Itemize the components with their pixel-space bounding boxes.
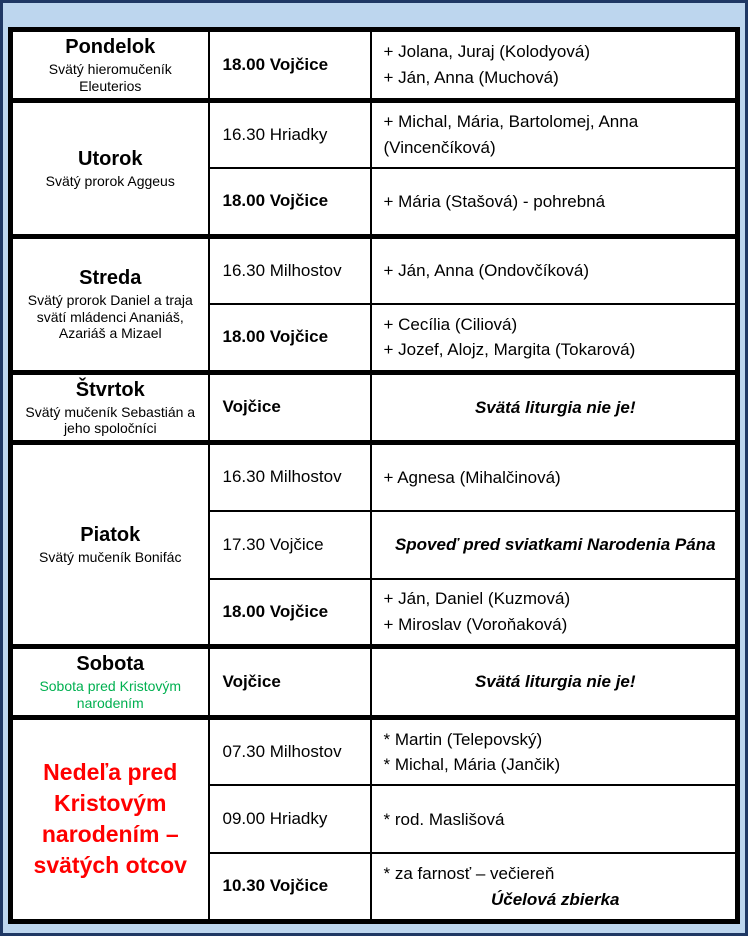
schedule-row [11,30,738,101]
intention-line: * Martin (Telepovský) [383,729,543,749]
intention-cell [371,443,738,511]
intention-line: * Michal, Mária (Jančik) [383,755,561,775]
intention-line: + Michal, Mária, Bartolomej, Anna (Vincenčíková) [383,112,639,157]
intention-cell [371,647,738,718]
intention-line: + Jolana, Juraj (Kolodyová) [383,42,590,62]
liturgy-schedule-table [8,27,740,924]
intention-line: Svätá liturgia nie je! [474,397,636,417]
day-name: Pondelok [65,36,156,58]
time-place-cell: 16.30 Milhostov [209,443,371,511]
intention-cell [371,30,738,101]
day-name: Štvrtok [75,378,145,401]
intention-cell [371,236,738,304]
intention-line: Účelová zbierka [490,889,620,909]
schedule-row [11,647,738,718]
day-subtitle: Svätý mučeník Sebastián a jeho spoločníci [25,403,196,437]
time-place-cell: 16.30 Hriadky [209,100,371,168]
schedule-row [11,717,738,785]
schedule-row [11,100,738,168]
time-place-cell: 18.00 Vojčice [209,30,371,101]
day-cell [11,30,209,101]
intention-line: * za farnosť – večiereň [383,864,555,884]
time-place-cell: 18.00 Vojčice [209,304,371,372]
intention-cell [371,579,738,647]
intention-line: Spoveď pred sviatkami Narodenia Pána [394,534,716,554]
intention-cell [371,717,738,785]
schedule-row [11,236,738,304]
day-name: Sobota [76,653,145,676]
time-place-cell: 09.00 Hriadky [209,785,371,853]
intention-cell [371,511,738,579]
day-cell [11,372,209,443]
day-subtitle: Svätý prorok Aggeus [45,172,175,189]
intention-line: + Agnesa (Mihalčinová) [383,467,561,487]
day-cell [11,717,209,921]
intention-line: + Miroslav (Voroňaková) [383,614,568,634]
intention-line: + Ján, Daniel (Kuzmová) [383,589,571,609]
intention-cell [371,168,738,236]
intention-cell [371,853,738,921]
intention-cell [371,372,738,443]
intention-cell [371,100,738,168]
time-place-cell: 10.30 Vojčice [209,853,371,921]
day-name: Streda [79,266,142,289]
intention-cell [371,304,738,372]
day-cell [11,647,209,718]
time-place-cell: 16.30 Milhostov [209,236,371,304]
time-place-cell: 18.00 Vojčice [209,579,371,647]
day-subtitle: Svätý mučeník Bonifác [39,549,182,566]
time-place-cell: Vojčice [209,372,371,443]
day-cell [11,100,209,236]
day-subtitle: Sobota pred Kristovým narodením [39,678,182,711]
day-cell [11,443,209,647]
intention-line: + Cecília (Ciliová) [383,314,518,334]
intention-line: + Jozef, Alojz, Margita (Tokarová) [383,340,636,360]
day-name: Nedeľa pred Kristovým narodením – svätých otcov [33,759,187,879]
day-name: Utorok [78,147,143,170]
schedule-row [11,443,738,511]
schedule-body [11,30,738,922]
time-place-cell: Vojčice [209,647,371,718]
day-subtitle: Svätý prorok Daniel a traja svätí mládenci Ananiáš, Azariáš a Mizael [27,291,193,342]
day-cell [11,236,209,372]
intention-line: + Ján, Anna (Muchová) [383,67,559,87]
time-place-cell: 18.00 Vojčice [209,168,371,236]
intention-cell [371,785,738,853]
day-subtitle: Svätý hieromučeník Eleuterios [48,61,172,94]
schedule-row [11,372,738,443]
time-place-cell: 07.30 Milhostov [209,717,371,785]
intention-line: + Mária (Stašová) - pohrebná [383,191,606,211]
intention-line: + Ján, Anna (Ondovčíková) [383,261,590,281]
intention-line: Svätá liturgia nie je! [474,672,636,692]
time-place-cell: 17.30 Vojčice [209,511,371,579]
intention-line: * rod. Maslišová [383,809,505,829]
day-name: Piatok [80,524,141,547]
